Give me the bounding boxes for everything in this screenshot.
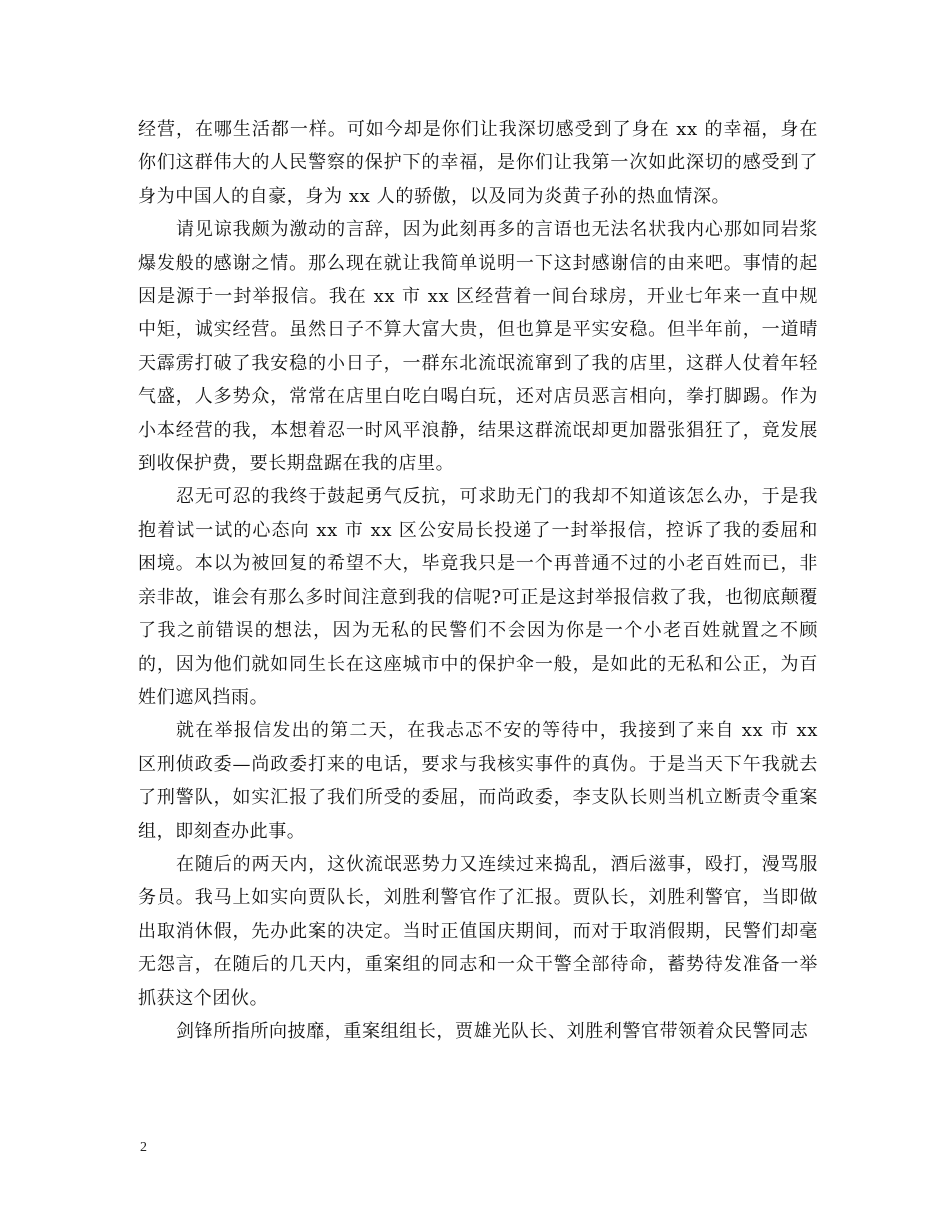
- paragraph-1: 经营，在哪生活都一样。可如今却是你们让我深切感受到了身在 xx 的幸福，身在你们这群伟大的人民警察的保护下的幸福，是你们让我第一次如此深切的感受到了身为中国人的自豪，身为 xx 人的骄傲，以及同为炎黄子孙的热血情深。: [138, 119, 818, 207]
- page-number: 2: [140, 1140, 147, 1155]
- paragraph-6: 剑锋所指所向披靡，重案组组长，贾雄光队长、刘胜利警官带领着众民警同志: [176, 1020, 809, 1042]
- paragraph-5: 在随后的两天内，这伙流氓恶势力又连续过来捣乱，酒后滋事，殴打，漫骂服务员。我马上如实向贾队长，刘胜利警官作了汇报。贾队长，刘胜利警官，当即做出取消休假，先办此案的决定。当时正值国庆期间，而对于取消假期，民警们却毫无怨言，在随后的几天内，重案组的同志和一众干警全部待命，蓄势待发准备一举抓获这个团伙。: [138, 853, 818, 1009]
- paragraph-2: 请见谅我颇为激动的言辞，因为此刻再多的言语也无法名状我内心那如同岩浆爆发般的感谢之情。那么现在就让我简单说明一下这封感谢信的由来吧。事情的起因是源于一封举报信。我在 xx 市 xx 区经营着一间台球房，开业七年来一直中规中矩，诚实经营。虽然日子不算大富大贵，但也算是平实安稳。但半年前，一道晴天霹雳打破了我安稳的小日子，一群东北流氓流窜到了我的店里，这群人仗着年轻气盛，人多势众，常常在店里白吃白喝白玩，还对店员恶言相向，拳打脚踢。作为小本经营的我，本想着忍一时风平浪静，结果这群流氓却更加嚣张猖狂了，竟发展到收保护费，要长期盘踞在我的店里。: [138, 219, 818, 475]
- paragraph-3: 忍无可忍的我终于鼓起勇气反抗，可求助无门的我却不知道该怎么办，于是我抱着试一试的心态向 xx 市 xx 区公安局长投递了一封举报信，控诉了我的委屈和困境。本以为被回复的希望不大，毕竟我只是一个再普通不过的小老百姓而已，非亲非故，谁会有那么多时间注意到我的信呢?可正是这封举报信救了我，也彻底颠覆了我之前错误的想法，因为无私的民警们不会因为你是一个小老百姓就置之不顾的，因为他们就如同生长在这座城市中的保护伞一般，是如此的无私和公正，为百姓们遮风挡雨。: [138, 486, 818, 708]
- body-text: [138, 113, 818, 1048]
- paragraph-4: 就在举报信发出的第二天，在我忐忑不安的等待中，我接到了来自 xx 市 xx 区刑侦政委—尚政委打来的电话，要求与我核实事件的真伪。于是当天下午我就去了刑警队，如实汇报了我们所受的委屈，而尚政委，李支队长则当机立断责令重案组，即刻查办此事。: [138, 720, 818, 842]
